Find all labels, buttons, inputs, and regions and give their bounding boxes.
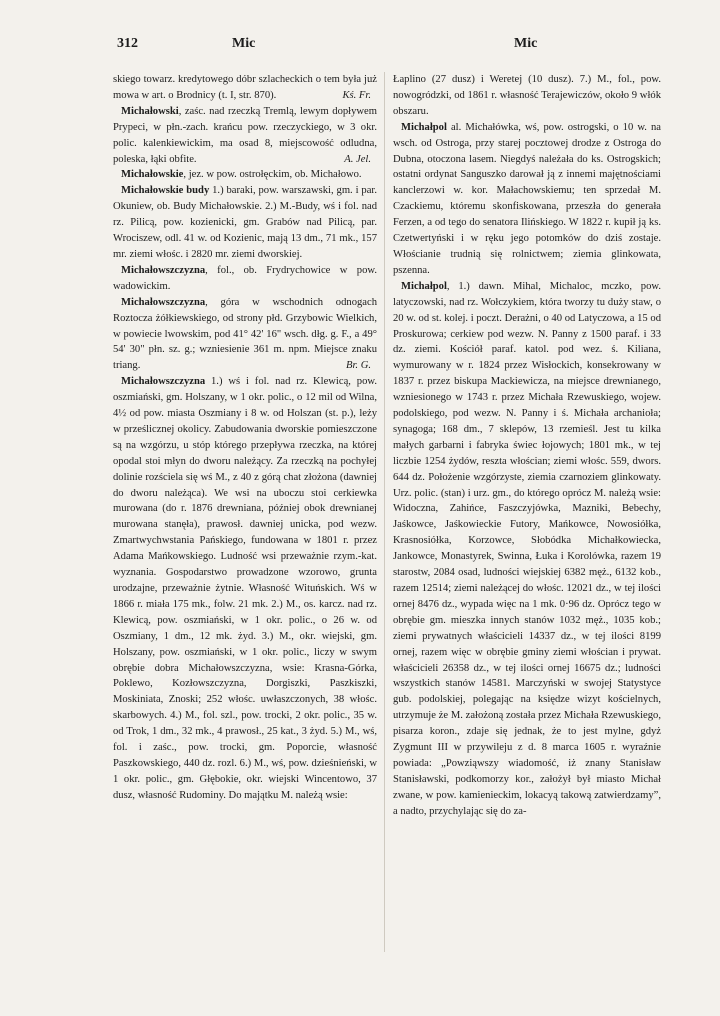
headword: Michałpol [401, 121, 447, 133]
headword: Michałowskie [121, 169, 184, 181]
left-column [113, 72, 377, 804]
entry [393, 279, 661, 820]
entry-text: , zaśc. nad rzeczką Tremlą, lewym dopływem Prypeci, w płn.-zach. krańcu pow. rzeczyckiego, w 3 okr. polic. kalenkiewickim, ma osad 8, miejscowość odludna, poleska, łąki obfite. [113, 105, 377, 165]
author-signature: Kś. Fr. [342, 89, 371, 101]
left-running-head: Mic [232, 36, 256, 51]
entry-text: , góra w wschodnich odnogach Roztocza żółkiewskiego, od strony płd. Grzybowic Wielkich, w powiecie lwowskim, pod 41° 42' 16" wsch. dłg. g. F., a 49° 54' 30" płn. sz. g.; wzniesienie 361 m. npm. Miejsce znaku triang. [113, 296, 377, 372]
entry [113, 263, 377, 295]
running-header [0, 36, 720, 56]
entry [113, 167, 377, 183]
right-column [393, 72, 661, 820]
headword: Michałowszczyzna [121, 264, 206, 276]
page-number: 312 [117, 36, 138, 51]
entry-text: skiego towarz. kredytowego dóbr szlacheckich o tem była już mowa w art. o Brodnicy (t. I, str. 870). [113, 74, 377, 101]
entry-text: Łaplino (27 dusz) i Weretej (10 dusz). 7.) M., fol., pow. nowogródzki, od 1861 r. własność Terajewiczów, około 9 włók obszaru. [393, 74, 661, 117]
headword: Michałowszczyzna [121, 296, 206, 308]
column-divider [384, 72, 385, 952]
entry-text: 1.) baraki, pow. warszawski, gm. i par. Okuniew, ob. Budy Michałowskie. 2.) M.-Budy, wś i fol. nad rz. Pilicą, pow. kozienicki, gm. Grabów nad Pilicą, par. Wrociszew, odl. 41 w. od Kozienic, mają 13 dm., 71 mk., 157 mr. ziemi włośc. i 2820 mr. ziemi dworskiej. [113, 185, 377, 260]
entry [393, 120, 661, 279]
headword: Michałowski [121, 105, 179, 117]
entry-text: , fol., ob. Frydrychowice w pow. wadowickim. [113, 264, 377, 292]
entry [113, 295, 377, 375]
entry [113, 183, 377, 263]
entry-text: , jez. w pow. ostrołęckim, ob. Michałowo. [183, 169, 362, 181]
headword: Michałowskie budy [121, 185, 210, 197]
entry-continuation [113, 72, 377, 104]
author-signature: Br. G. [345, 360, 371, 372]
entry-text: 1.) wś i fol. nad rz. Klewicą, pow. oszmiański, gm. Holszany, w 1 okr. polic., o 12 mil od Wilna, 4½ od pow. miasta Oszmiany i 8 w. od Holszan (st. p.), leży w prześlicznej okolicy. Zabudowania dworskie pomieszczone są na wzgórzu, u stóp którego przepływa rzeczka, na której opodal stoi młyn do dworu należący. Za rzeczką na pochyłej dolinie rozściela się wś M., z 40 z górą chat złożona (dawniej do dworu należąca). We wsi na uboczu stoi cerkiewka murowana (do r. 1876 drewniana, później obok drewnianej murowana stanęła), prawosł. dawniej unicka, pod wezw. Zmartwychwstania Pańskiego, fundowana w 1801 r. przez Adama Mańkowskiego. Ludność wsi przeważnie rzym.-kat. wyznania. Gospodarstwo prowadzone wzorowo, grunta urodzajne, przeważnie żytnie. Własność Wituńskich. Wś w 1866 r. miała 175 mk., folw. 21 mk. 2.) M., os. karcz. nad rz. Klewicą, pow. oszmiański, w 1 okr. polic., o 26 w. od Oszmiany, 1 dm., 12 mk. żyd. 3.) M., okr. wiejski, gm. Holszany, pow. oszmiański, w 1 okr. polic., liczy w swym obrębie dobra Michałowszczyzna, wsie: Krasna-Górka, Poklewo, Kozłowszczyzna, Dorgiszki, Paszkiszki, Moskiniata, Znoski; 252 włośc. uwłaszczonych, 38 włośc. skarbowych. 4.) M., fol. szl., pow. trocki, 2 okr. polic., 35 w. od Trok, 1 dm., 32 mk., 4 prawosł., 25 kat., 3 żyd. 5.) M., wś, fol. i zaśc., pow. trocki, gm. Poporcie, własność Paszkowskiego, 440 dz. rozl. 6.) M., wś, pow. dzieśnieński, w 1 okr. polic., gm. Głębokie, okr. wiejski Wincentowo, 37 dusz, własność Rudominy. Do majątku M. należą wsie: [113, 376, 377, 801]
entry-text: al. Michałówka, wś, pow. ostrogski, o 10 w. na wsch. od Ostroga, przy starej pocztowej drodze z Ostroga do Dubna, otoczona lasem. Niegdyś należała do ks. Ostrogskich; ostatni ordynat Sanguszko darował ją z innemi majętnościami kanclerzowi w. kor. Małachowskiemu; ten sprzedał M. Czackiemu, któremu skonfiskowana, przeszła do generała Ferzen, a od tego do senatora Ilińskiego. W 1822 r. kupił ją ks. Czetwertyński i w ręku jego potomków do dziś zostaje. Włościanie trudnią się rolnictwem; ziemia glinkowata, pszenna. [393, 121, 661, 276]
entry [113, 374, 377, 803]
entry-text: , 1.) dawn. Mihal, Michaloc, mczko, pow. latyczowski, nad rz. Wołczykiem, która tworzy tu duży staw, o 20 w. od st. kolej. i poczt. Derażni, o 40 od Latyczowa, a 15 od Proskurowa; cerkiew pod wezw. N. Panny z 1500 paraf. i 33 dz. ziemi. Kościół paraf. katol. pod wez. ś. Kiliana, wymurowany w r. 1824 przez Wisłockich, konsekrowany w 1837 r. przez biskupa Mackiewicza, na miejsce drewnianego, wzniesionego w 1743 r. przez Michała Rzewuskiego, wojew. podolskiego, pod wezw. N. Panny i ś. Michała archanioła; synagoga; 168 dm., 7 sklepów, 13 rzemieśl. Jest tu kilka małych garbarni i fabryka świec łojowych; 1801 mk., w tej liczbie 1254 żydów, reszta włościan; ziemi włośc. 559, dwors. 644 dz. Położenie wzgórzyste, ziemia czarnoziem glinkowaty. Urz. polic. (stan) i urz. gm., do którego oprócz M. należą wsie: Widoczna, Zahińce, Faszczyjówka, Mazniki, Bebechy, Jaśkowce, Jaśkowieckie Futory, Mańkowce, Nowosiółka, Krasnosiółka, Korzowce, Słobódka Michałkowiecka, Jankowce, Monastyrek, Swinna, Łuka i Korolówka, razem 19 starostw, 2084 osad, ludności wiejskiej 6382 męż., 6132 kob., razem 12514; ziemi należącej do włośc. 12021 dz., w tej ilości ornej 8476 dz., wypada więc na 1 mk. 0·96 dz. Oprócz tego w obrębie gm. mieszka innych stanów 1032 męż., 1035 kob.; ziemi prywatnych właścicieli 14337 dz., w tej ilości 8199 ornej, razem więc w obrębie gminy ziemi włościan i prywat. właścicieli 26358 dz., w tej ilości ornej 16675 dz.; ludności wszystkich stanów 14581. Marczyński w swojej Statystyce gub. podolskiej, polegając na księdze wizyt kościelnych, utrzymuje że M. założoną została przez Michała Rzewuskiego, pisarza koron., zdaje się jednak, że to jest mylne, gdyż Zygmunt III w przywileju z d. 8 marca 1605 r. wyraźnie powiada: „Powziąwszy wiadomość, iż znany Stanisław Stanisławski, podkomorzy kor., założył był miasto Michał zwane, w pow. kamienieckim, lokacyą takową zatwierdzamy”, a nadto, przychylając się do za- [393, 280, 661, 817]
headword: Michałowszczyzna [121, 376, 206, 388]
entry-continuation [393, 72, 661, 120]
headword: Michałpol [401, 280, 447, 292]
entry [113, 104, 377, 168]
right-running-head: Mic [514, 36, 538, 51]
author-signature: A. Jel. [344, 153, 371, 165]
